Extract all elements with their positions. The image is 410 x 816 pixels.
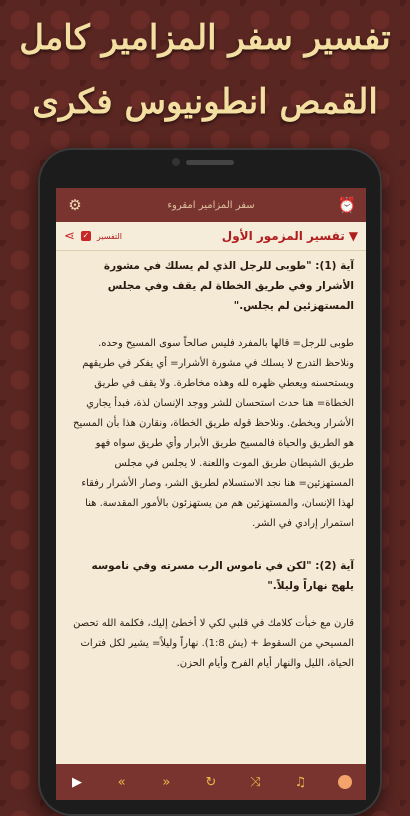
speaker-grill: [186, 160, 234, 165]
fast-forward-icon[interactable]: »: [162, 774, 171, 790]
volume-knob-icon[interactable]: [334, 771, 356, 793]
app-screen: [56, 188, 366, 800]
tafsir-checkbox[interactable]: ✓: [82, 231, 90, 240]
gear-icon[interactable]: ⚙: [68, 196, 82, 214]
chevron-down-icon[interactable]: ▼: [348, 229, 358, 243]
verse-1: آية (1): "طوبى للرجل الذي لم يسلك في مشورة الأشرار وفي طريق الخطاة لم يقف وفي مجلس المستهزئين لم يجلس.": [103, 260, 354, 312]
promo-title-line-1: تفسير سفر المزامير كامل: [19, 18, 391, 58]
audio-player-bar: [56, 764, 366, 800]
commentary-1: طوبى للرجل= قالها بالمفرد فليس صالحاً سوى المسيح وحده. ونلاحظ التدرج لا يسلك في مشورة الأشرار= أي يفكر في طريقهم ويستحسنه ويعطي ظهره لله وهذه مخاطرة. ولا يقف في طريق الخطاة= هنا حدث استحسان للشر ووجد الإنسان لذة، فبدأ يجاري الأشرار ويخطئ. ونلاحظ قوله طريق الخطاة، ونقارن هذا بأن المسيح هو الطريق والحياة فالمسيح طريق الأبرار وأي طريق سواه فهو طريق الشيطان طريق الموت واللعنة. لا يجلس في مجلس المستهزئين= هنا نجد الاستسلام لطريق الشر، وصار الأشرار رفقاء لهذا الإنسان، والمستهزئين هم من يستهزئون بالأمور المقدسة. هنا استمرار إرادي في الشر.: [73, 338, 354, 529]
music-note-icon[interactable]: ♫: [294, 774, 307, 790]
alarm-clock-icon[interactable]: ⏰: [337, 196, 357, 214]
reading-content[interactable]: [56, 250, 366, 760]
chapter-title-group[interactable]: [222, 229, 358, 243]
knob[interactable]: [338, 775, 352, 789]
rewind-icon[interactable]: «: [117, 774, 126, 790]
repeat-icon[interactable]: ↻: [205, 774, 217, 790]
chapter-header: [56, 222, 366, 251]
verse-2: آية (2): "لكن في ناموس الرب مسرته وفي ناموسه يلهج نهاراً وليلاً.": [91, 560, 354, 592]
chapter-tools: [64, 229, 122, 244]
promo-title-line-2: القمص انطونيوس فكرى: [32, 82, 378, 122]
share-icon[interactable]: ⋖: [64, 228, 75, 244]
shuffle-icon[interactable]: ⤨: [250, 774, 261, 790]
app-bar: [56, 188, 366, 222]
app-title: سفر المزامير امقروء: [167, 199, 255, 211]
chapter-title: تفسير المزمور الأول: [221, 229, 345, 243]
play-icon[interactable]: ▶: [72, 774, 82, 790]
tafsir-label: التفسير: [96, 231, 122, 241]
commentary-2: قارن مع خبأت كلامك في قلبي لكي لا أخطئ إليك، فكلمة الله تحصن المسيحي من السقوط + (يش 1:8). نهاراً وليلاً= يشير لكل فترات الحياة، الليل والنهار أيام الفرح وأيام الحزن.: [73, 618, 354, 669]
phone-frame: [38, 148, 382, 816]
camera-dot: [172, 158, 180, 166]
